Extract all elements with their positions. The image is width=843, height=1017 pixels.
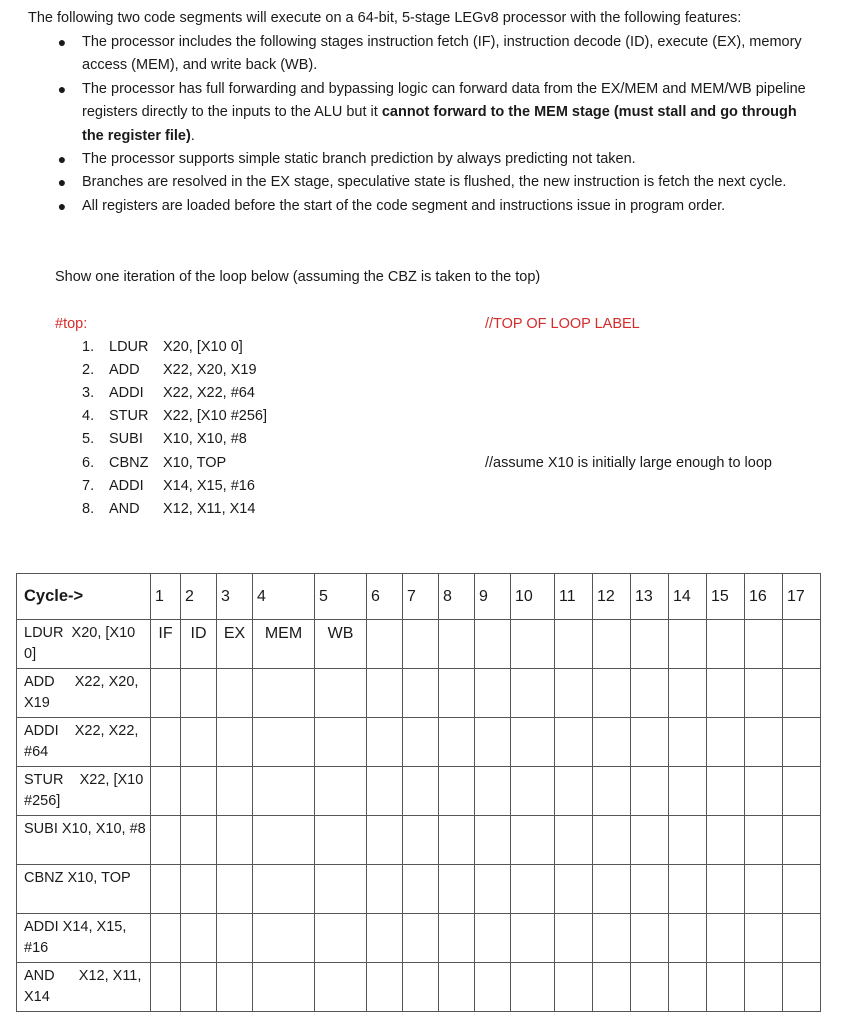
feature-list xyxy=(55,31,815,218)
stage-cell[interactable] xyxy=(783,718,821,767)
cycle-number: 15 xyxy=(707,574,745,620)
stage-cell[interactable] xyxy=(439,767,475,816)
stage-cell[interactable] xyxy=(707,914,745,963)
stage-cell[interactable] xyxy=(707,620,745,669)
stage-cell[interactable] xyxy=(783,816,821,865)
stage-cell[interactable] xyxy=(403,767,439,816)
stage-cell[interactable] xyxy=(593,620,631,669)
stage-cell[interactable] xyxy=(707,816,745,865)
bullet-icon: ● xyxy=(57,34,67,50)
stage-cell[interactable] xyxy=(181,669,217,718)
stage-cell[interactable]: WB xyxy=(315,620,367,669)
bullet-icon: ● xyxy=(57,80,67,97)
stage-cell[interactable] xyxy=(315,718,367,767)
stage-cell[interactable] xyxy=(593,963,631,1012)
stage-cell[interactable] xyxy=(745,718,783,767)
cycle-number: 6 xyxy=(367,574,403,620)
stage-cell[interactable] xyxy=(403,865,439,914)
stage-cell[interactable] xyxy=(593,767,631,816)
loop-comment: //assume X10 is initially large enough to loop xyxy=(485,455,772,471)
stage-cell[interactable] xyxy=(315,669,367,718)
stage-cell[interactable] xyxy=(315,865,367,914)
stage-cell[interactable] xyxy=(439,816,475,865)
stage-cell[interactable] xyxy=(217,963,253,1012)
table-row xyxy=(17,963,821,1012)
stage-cell[interactable] xyxy=(555,620,593,669)
stage-cell[interactable] xyxy=(669,718,707,767)
cycle-number: 7 xyxy=(403,574,439,620)
code-line: 6. CBNZ X10, TOP xyxy=(82,455,227,471)
stage-cell[interactable] xyxy=(511,669,555,718)
stage-cell[interactable] xyxy=(403,718,439,767)
cycle-number: 13 xyxy=(631,574,669,620)
stage-cell[interactable] xyxy=(555,718,593,767)
cycle-number: 16 xyxy=(745,574,783,620)
stage-cell[interactable] xyxy=(475,620,511,669)
stage-cell[interactable] xyxy=(511,963,555,1012)
stage-cell[interactable]: EX xyxy=(217,620,253,669)
code-line: 1. LDUR X20, [X10 0] xyxy=(82,339,243,355)
feature-item: ● Branches are resolved in the EX stage, speculative state is flushed, the new instruction is fetch the next cycle. xyxy=(55,171,815,194)
stage-cell[interactable] xyxy=(631,620,669,669)
stage-cell[interactable] xyxy=(253,718,315,767)
stage-cell[interactable] xyxy=(631,865,669,914)
stage-cell[interactable]: ID xyxy=(181,620,217,669)
stage-cell[interactable] xyxy=(783,914,821,963)
stage-cell[interactable] xyxy=(669,914,707,963)
instruction-cell: AND X12, X11, X14 xyxy=(17,963,151,1012)
stage-cell[interactable] xyxy=(151,963,181,1012)
stage-cell[interactable] xyxy=(403,816,439,865)
stage-cell[interactable]: IF xyxy=(151,620,181,669)
stage-cell[interactable] xyxy=(151,669,181,718)
stage-cell[interactable] xyxy=(631,718,669,767)
stage-cell[interactable] xyxy=(217,914,253,963)
stage-cell[interactable] xyxy=(511,865,555,914)
stage-cell[interactable] xyxy=(475,718,511,767)
cycle-number: 11 xyxy=(555,574,593,620)
stage-cell[interactable] xyxy=(181,914,217,963)
stage-cell[interactable] xyxy=(593,718,631,767)
stage-cell[interactable] xyxy=(707,718,745,767)
stage-cell[interactable] xyxy=(367,865,403,914)
cycle-number: 3 xyxy=(217,574,253,620)
code-line: 2. ADD X22, X20, X19 xyxy=(82,362,257,378)
stage-cell[interactable] xyxy=(439,620,475,669)
stage-cell[interactable] xyxy=(745,767,783,816)
stage-cell[interactable] xyxy=(783,865,821,914)
feature-item: ● All registers are loaded before the start of the code segment and instructions issue in program order. xyxy=(55,195,815,218)
stage-cell[interactable] xyxy=(217,767,253,816)
stage-cell[interactable] xyxy=(439,963,475,1012)
stage-cell[interactable] xyxy=(669,963,707,1012)
cycle-number: 1 xyxy=(151,574,181,620)
stage-cell[interactable] xyxy=(745,669,783,718)
stage-cell[interactable] xyxy=(367,767,403,816)
stage-cell[interactable] xyxy=(475,816,511,865)
bullet-icon: ● xyxy=(57,151,67,168)
stage-cell[interactable] xyxy=(475,865,511,914)
stage-cell[interactable] xyxy=(253,669,315,718)
instruction-cell: SUBI X10, X10, #8 xyxy=(17,816,151,865)
stage-cell[interactable] xyxy=(181,963,217,1012)
stage-cell[interactable] xyxy=(253,914,315,963)
stage-cell[interactable] xyxy=(181,767,217,816)
stage-cell[interactable] xyxy=(367,816,403,865)
stage-cell[interactable] xyxy=(669,816,707,865)
cycle-number: 8 xyxy=(439,574,475,620)
stage-cell[interactable] xyxy=(367,718,403,767)
stage-cell[interactable] xyxy=(631,767,669,816)
instruction-cell: ADDI X22, X22, #64 xyxy=(17,718,151,767)
stage-cell[interactable] xyxy=(555,963,593,1012)
code-line: 5. SUBI X10, X10, #8 xyxy=(82,431,247,447)
feature-item: ● The processor has full forwarding and bypassing logic can forward data from the EX/MEM and MEM/WB pipeline registers directly to the inputs to the ALU but it cannot forward to the MEM stage (must stall and go through the register file). xyxy=(55,78,815,148)
stage-cell[interactable] xyxy=(745,865,783,914)
stage-cell[interactable] xyxy=(181,816,217,865)
stage-cell[interactable] xyxy=(555,669,593,718)
stage-cell[interactable] xyxy=(217,669,253,718)
stage-cell[interactable] xyxy=(439,669,475,718)
cycle-number: 2 xyxy=(181,574,217,620)
stage-cell[interactable] xyxy=(217,816,253,865)
stage-cell[interactable] xyxy=(555,767,593,816)
stage-cell[interactable] xyxy=(511,914,555,963)
feature-item: ● The processor includes the following stages instruction fetch (IF), instruction decode (ID), execute (EX), memory access (MEM), and write back (WB). xyxy=(55,31,815,78)
loop-instruction: Show one iteration of the loop below (assuming the CBZ is taken to the top) xyxy=(55,269,541,285)
stage-cell[interactable] xyxy=(151,914,181,963)
stage-cell[interactable] xyxy=(403,669,439,718)
code-line: 4. STUR X22, [X10 #256] xyxy=(82,408,267,424)
stage-cell[interactable] xyxy=(151,865,181,914)
code-label: #top: xyxy=(55,316,88,332)
cycle-header-row xyxy=(17,574,821,620)
stage-cell[interactable] xyxy=(315,963,367,1012)
instruction-cell: CBNZ X10, TOP xyxy=(17,865,151,914)
stage-cell[interactable] xyxy=(593,865,631,914)
table-row xyxy=(17,914,821,963)
bullet-icon: ● xyxy=(57,174,67,191)
stage-cell[interactable] xyxy=(253,865,315,914)
stage-cell[interactable] xyxy=(745,620,783,669)
bullet-icon: ● xyxy=(57,197,67,214)
stage-cell[interactable] xyxy=(555,816,593,865)
stage-cell[interactable] xyxy=(439,914,475,963)
table-row xyxy=(17,718,821,767)
stage-cell[interactable] xyxy=(367,669,403,718)
stage-cell[interactable] xyxy=(669,669,707,718)
stage-cell[interactable] xyxy=(631,669,669,718)
stage-cell[interactable] xyxy=(475,914,511,963)
stage-cell[interactable] xyxy=(631,816,669,865)
stage-cell[interactable] xyxy=(555,865,593,914)
stage-cell[interactable] xyxy=(593,816,631,865)
stage-cell[interactable] xyxy=(403,620,439,669)
intro-paragraph: The following two code segments will execute on a 64-bit, 5-stage LEGv8 processor with the following features: xyxy=(28,10,742,26)
stage-cell[interactable] xyxy=(315,914,367,963)
label-comment: //TOP OF LOOP LABEL xyxy=(485,316,640,332)
stage-cell[interactable] xyxy=(783,669,821,718)
cycle-label: Cycle-> xyxy=(17,574,151,620)
stage-cell[interactable] xyxy=(511,816,555,865)
stage-cell[interactable]: MEM xyxy=(253,620,315,669)
stage-cell[interactable] xyxy=(669,865,707,914)
cycle-number: 14 xyxy=(669,574,707,620)
table-row xyxy=(17,669,821,718)
stage-cell[interactable] xyxy=(555,914,593,963)
stage-cell[interactable] xyxy=(593,914,631,963)
stage-cell[interactable] xyxy=(669,767,707,816)
stage-cell[interactable] xyxy=(181,718,217,767)
cycle-number: 9 xyxy=(475,574,511,620)
stage-cell[interactable] xyxy=(151,816,181,865)
stage-cell[interactable] xyxy=(475,963,511,1012)
stage-cell[interactable] xyxy=(253,963,315,1012)
instruction-cell: LDUR X20, [X10 0] xyxy=(17,620,151,669)
stage-cell[interactable] xyxy=(367,914,403,963)
stage-cell[interactable] xyxy=(511,620,555,669)
stage-cell[interactable] xyxy=(439,865,475,914)
stage-cell[interactable] xyxy=(511,718,555,767)
table-row xyxy=(17,865,821,914)
stage-cell[interactable] xyxy=(745,963,783,1012)
stage-cell[interactable] xyxy=(783,620,821,669)
stage-cell[interactable] xyxy=(217,718,253,767)
stage-cell[interactable] xyxy=(403,963,439,1012)
stage-cell[interactable] xyxy=(181,865,217,914)
stage-cell[interactable] xyxy=(707,963,745,1012)
stage-cell[interactable] xyxy=(745,816,783,865)
stage-cell[interactable] xyxy=(783,963,821,1012)
table-row xyxy=(17,767,821,816)
stage-cell[interactable] xyxy=(253,767,315,816)
stage-cell[interactable] xyxy=(669,620,707,669)
stage-cell[interactable] xyxy=(217,865,253,914)
pipeline-table xyxy=(16,573,821,1012)
stage-cell[interactable] xyxy=(403,914,439,963)
stage-cell[interactable] xyxy=(367,963,403,1012)
stage-cell[interactable] xyxy=(439,718,475,767)
stage-cell[interactable] xyxy=(315,816,367,865)
stage-cell[interactable] xyxy=(707,767,745,816)
stage-cell[interactable] xyxy=(707,669,745,718)
feature-item: ● The processor supports simple static branch prediction by always predicting not taken. xyxy=(55,148,815,171)
code-line: 7. ADDI X14, X15, #16 xyxy=(82,478,255,494)
stage-cell[interactable] xyxy=(783,767,821,816)
table-row xyxy=(17,620,821,669)
stage-cell[interactable] xyxy=(253,816,315,865)
stage-cell[interactable] xyxy=(707,865,745,914)
code-line: 8. AND X12, X11, X14 xyxy=(82,501,256,517)
cycle-number: 4 xyxy=(253,574,315,620)
stage-cell[interactable] xyxy=(151,718,181,767)
stage-cell[interactable] xyxy=(631,963,669,1012)
cycle-number: 10 xyxy=(511,574,555,620)
stage-cell[interactable] xyxy=(745,914,783,963)
stage-cell[interactable] xyxy=(151,767,181,816)
stage-cell[interactable] xyxy=(367,620,403,669)
instruction-cell: ADD X22, X20, X19 xyxy=(17,669,151,718)
code-line: 3. ADDI X22, X22, #64 xyxy=(82,385,255,401)
stage-cell[interactable] xyxy=(315,767,367,816)
table-row xyxy=(17,816,821,865)
stage-cell[interactable] xyxy=(475,767,511,816)
stage-cell[interactable] xyxy=(475,669,511,718)
stage-cell[interactable] xyxy=(511,767,555,816)
instruction-cell: ADDI X14, X15, #16 xyxy=(17,914,151,963)
cycle-number: 17 xyxy=(783,574,821,620)
instruction-cell: STUR X22, [X10 #256] xyxy=(17,767,151,816)
cycle-number: 12 xyxy=(593,574,631,620)
stage-cell[interactable] xyxy=(593,669,631,718)
bold-text: cannot forward to the MEM stage (must stall and go through the register file) xyxy=(82,104,797,144)
cycle-number: 5 xyxy=(315,574,367,620)
stage-cell[interactable] xyxy=(631,914,669,963)
